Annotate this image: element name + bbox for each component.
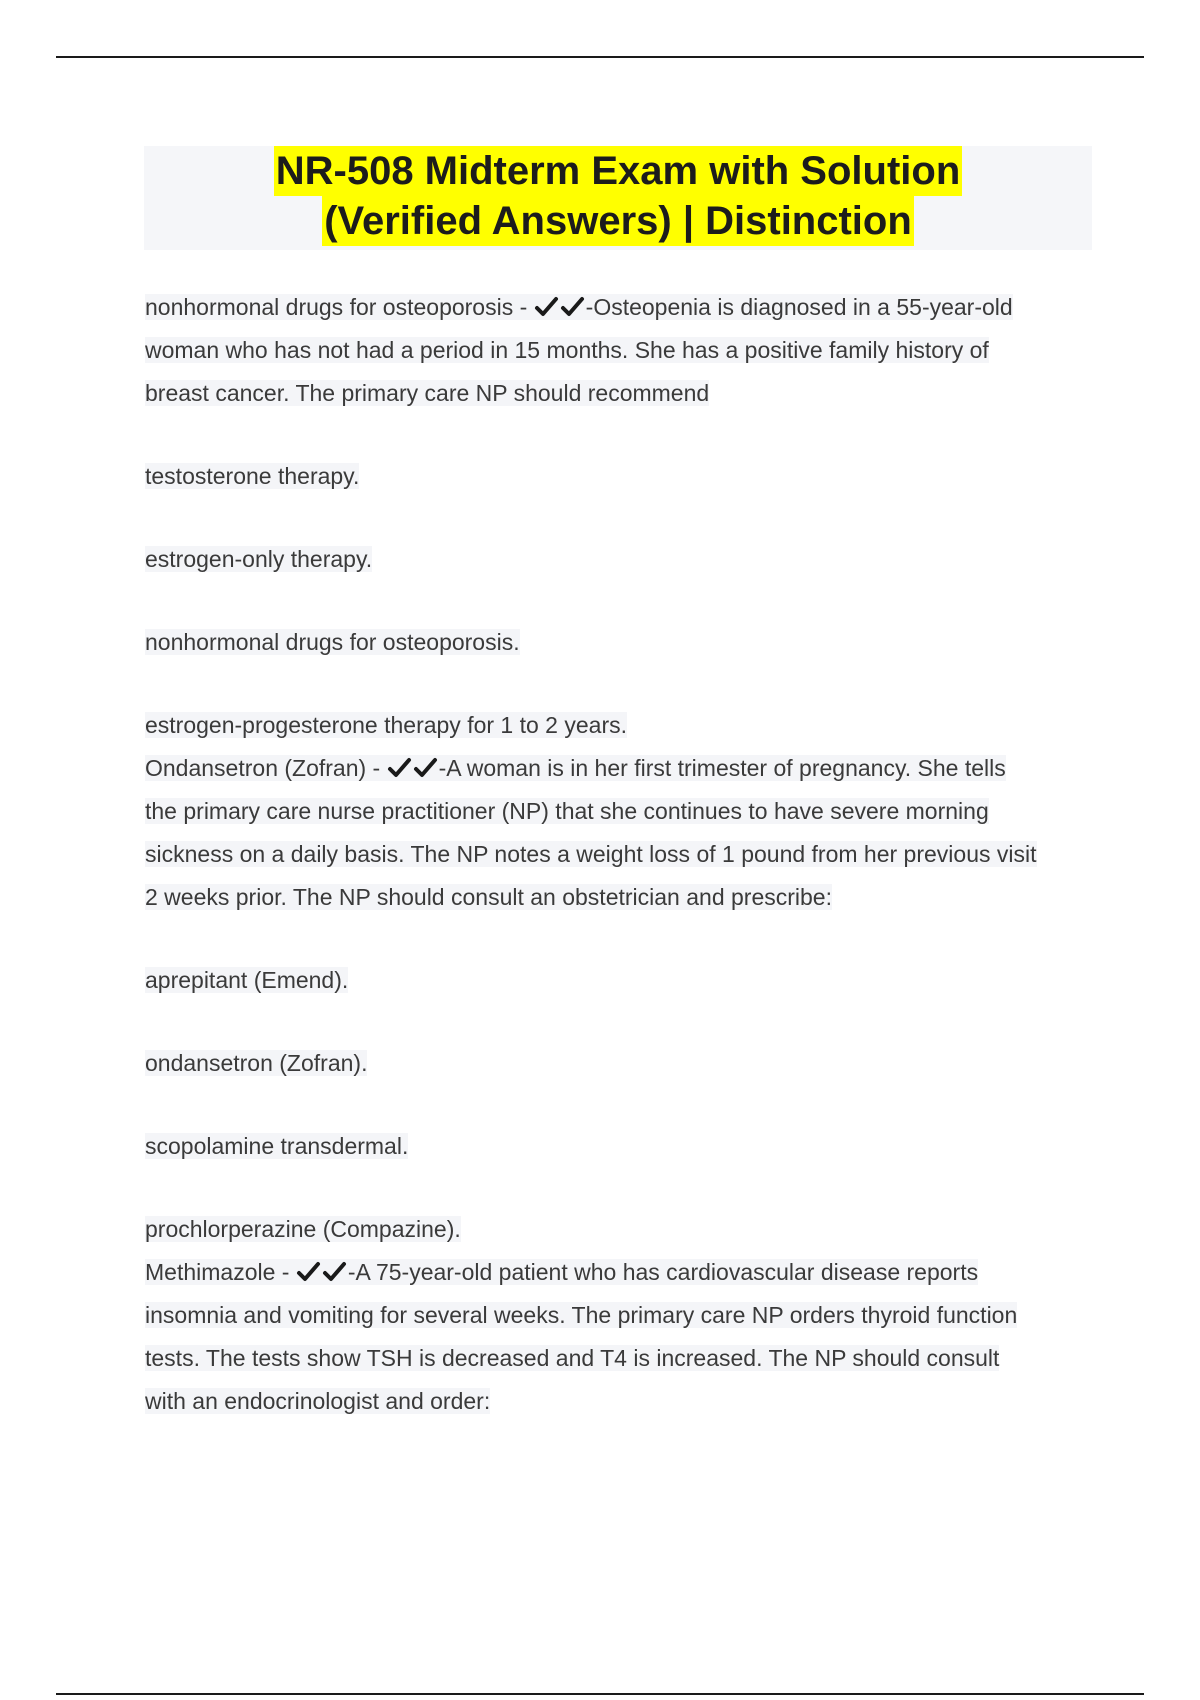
title-line-1: NR-508 Midterm Exam with Solution — [274, 146, 963, 196]
title-line-2: (Verified Answers) | Distinction — [322, 196, 914, 246]
check-icon — [387, 750, 413, 772]
check-icon — [534, 289, 560, 311]
question-1-line-3: breast cancer. The primary care NP should recommend — [145, 380, 710, 406]
question-1-option-4: estrogen-progesterone therapy for 1 to 2 years. — [145, 712, 628, 738]
check-icon — [413, 750, 439, 772]
question-1-answer: nonhormonal drugs for osteoporosis - — [145, 294, 534, 320]
question-1-option-3: nonhormonal drugs for osteoporosis. — [145, 629, 520, 655]
title-banner — [144, 146, 1092, 250]
question-2-text-line-1: -A woman is in her first trimester of pregnancy. She tells — [438, 755, 1006, 781]
question-1-line-1 — [145, 286, 1105, 329]
question-2-line-2: the primary care nurse practitioner (NP) that she continues to have severe morning — [145, 798, 989, 824]
document-content — [145, 286, 1105, 1423]
question-2-answer: Ondansetron (Zofran) - — [145, 755, 387, 781]
question-block-2 — [145, 747, 1105, 1251]
question-2-line-1 — [145, 747, 1105, 790]
top-rule — [56, 56, 1144, 58]
question-2-line-4: 2 weeks prior. The NP should consult an obstetrician and prescribe: — [145, 884, 832, 910]
question-3-answer: Methimazole - — [145, 1259, 296, 1285]
check-icon — [560, 289, 586, 311]
question-2-option-3: scopolamine transdermal. — [145, 1133, 409, 1159]
question-3-line-4: with an endocrinologist and order: — [145, 1388, 491, 1414]
check-icon — [296, 1254, 322, 1276]
question-block-1 — [145, 286, 1105, 747]
question-2-option-4: prochlorperazine (Compazine). — [145, 1216, 461, 1242]
question-block-3 — [145, 1251, 1105, 1423]
question-1-line-2: woman who has not had a period in 15 months. She has a positive family history of — [145, 337, 989, 363]
check-icon — [322, 1254, 348, 1276]
bottom-rule — [56, 1693, 1144, 1695]
question-3-line-1 — [145, 1251, 1105, 1294]
question-2-option-1: aprepitant (Emend). — [145, 967, 349, 993]
question-3-line-3: tests. The tests show TSH is decreased and T4 is increased. The NP should consult — [145, 1345, 1000, 1371]
question-2-option-2: ondansetron (Zofran). — [145, 1050, 368, 1076]
question-3-line-2: insomnia and vomiting for several weeks. The primary care NP orders thyroid function — [145, 1302, 1018, 1328]
question-1-option-1: testosterone therapy. — [145, 463, 360, 489]
question-1-option-2: estrogen-only therapy. — [145, 546, 373, 572]
question-2-line-3: sickness on a daily basis. The NP notes a weight loss of 1 pound from her previous visit — [145, 841, 1037, 867]
question-1-text-line-1: -Osteopenia is diagnosed in a 55-year-old — [585, 294, 1013, 320]
question-3-text-line-1: -A 75-year-old patient who has cardiovascular disease reports — [347, 1259, 979, 1285]
